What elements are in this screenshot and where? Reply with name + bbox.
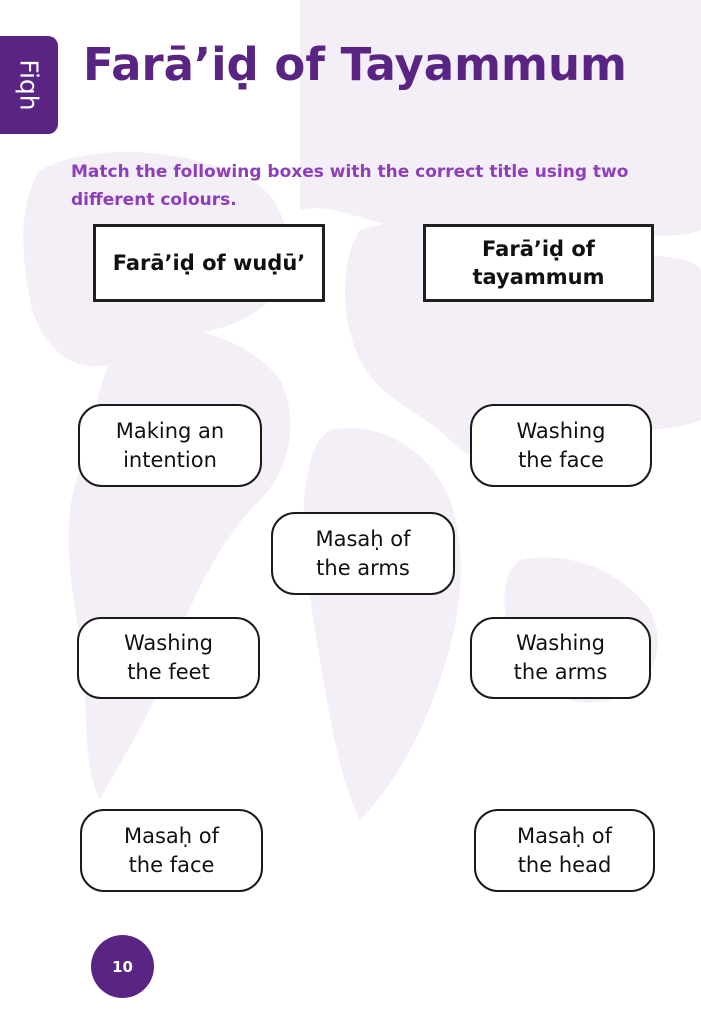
option-washing-the-face-line2: the face <box>518 447 604 472</box>
title-box-faraid-wudu[interactable] <box>93 224 325 302</box>
title-box-faraid-tayammum-line2: tayammum <box>472 265 605 289</box>
option-washing-the-feet[interactable] <box>77 617 260 699</box>
section-tab-fiqh <box>0 36 58 134</box>
option-masah-of-the-head-line1: Masaḥ of <box>516 823 613 848</box>
option-masah-of-the-head[interactable] <box>474 809 655 892</box>
page-number: 10 <box>91 935 154 998</box>
option-making-an-intention[interactable] <box>78 404 262 487</box>
section-tab-label: Fiqh <box>14 59 44 111</box>
title-box-faraid-wudu-label: Farā’iḍ of wuḍū’ <box>112 251 306 275</box>
title-box-faraid-tayammum-line1: Farā’iḍ of <box>482 237 595 261</box>
option-washing-the-arms-line1: Washing <box>515 631 605 655</box>
option-masah-of-the-face-line1: Masaḥ of <box>123 823 220 848</box>
option-masah-of-the-arms[interactable] <box>271 512 455 595</box>
page-title: Farā’iḍ of Tayammum <box>83 38 627 91</box>
option-making-an-intention-line2: intention <box>123 447 217 472</box>
option-washing-the-face-line1: Washing <box>516 418 606 443</box>
option-masah-of-the-face-line2: the face <box>128 852 215 877</box>
option-masah-of-the-head-line2: the head <box>517 852 612 877</box>
option-washing-the-arms-line2: the arms <box>513 660 608 684</box>
option-washing-the-face[interactable] <box>470 404 652 487</box>
option-masah-of-the-arms-line2: the arms <box>316 555 410 580</box>
option-washing-the-feet-line2: the feet <box>127 660 210 684</box>
option-making-an-intention-line1: Making an <box>115 418 225 443</box>
option-masah-of-the-arms-line1: Masaḥ of <box>315 526 411 551</box>
option-washing-the-arms[interactable] <box>470 617 651 699</box>
title-box-faraid-tayammum[interactable] <box>423 224 654 302</box>
instruction-text: Match the following boxes with the correct title using two different colours. <box>71 162 629 210</box>
option-masah-of-the-face[interactable] <box>80 809 263 892</box>
option-washing-the-feet-line1: Washing <box>123 631 213 655</box>
